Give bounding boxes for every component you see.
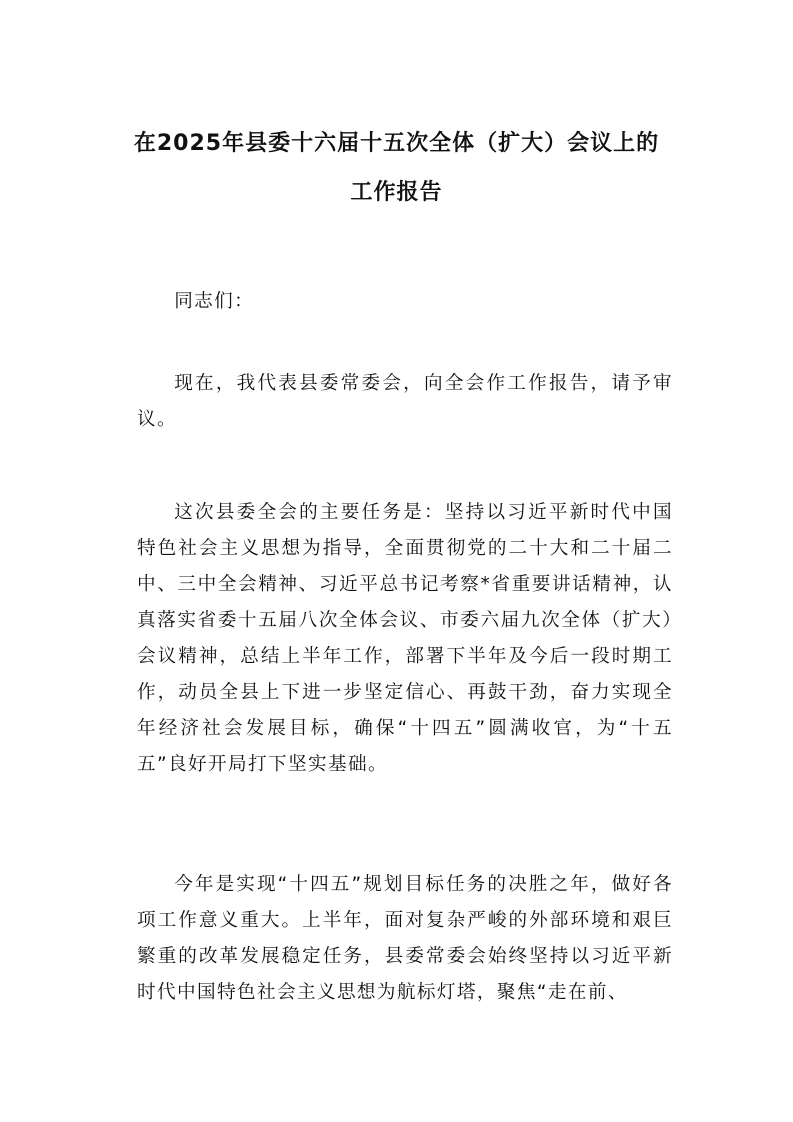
document-title: 在2025年县委十六届十五次全体（扩大）会议上的: [133, 131, 660, 156]
paragraph-main-tasks: 这次县委全会的主要任务是：坚持以习近平新时代中国特色社会主义思想为指导，全面贯彻党的二十大和二十届二中、三中全会精神、习近平总书记考察*省重要讲话精神，认真落实省委十五届八次全体会议、市委六届九次全体（扩大）会议精神，总结上半年工作，部署下半年及今后一段时期工作，动员全县上下进一步坚定信心、再鼓干劲，奋力实现全年经济社会发展目标，确保“十四五”圆满收官，为“十五五”良好开局打下坚实基础。: [137, 502, 673, 775]
document-title-continuation: 工作报告: [350, 180, 443, 205]
salutation: 同志们：: [174, 291, 255, 312]
paragraph-intro: 现在，我代表县委常委会，向全会作工作报告，请予审议。: [137, 373, 673, 430]
paragraph-year-review: 今年是实现“十四五”规划目标任务的决胜之年，做好各项工作意义重大。上半年，面对复杂严峻的外部环境和艰巨繁重的改革发展稳定任务，县委常委会始终坚持以习近平新时代中国特色社会主义思想为航标灯塔，聚焦“走在前、: [137, 874, 673, 1003]
